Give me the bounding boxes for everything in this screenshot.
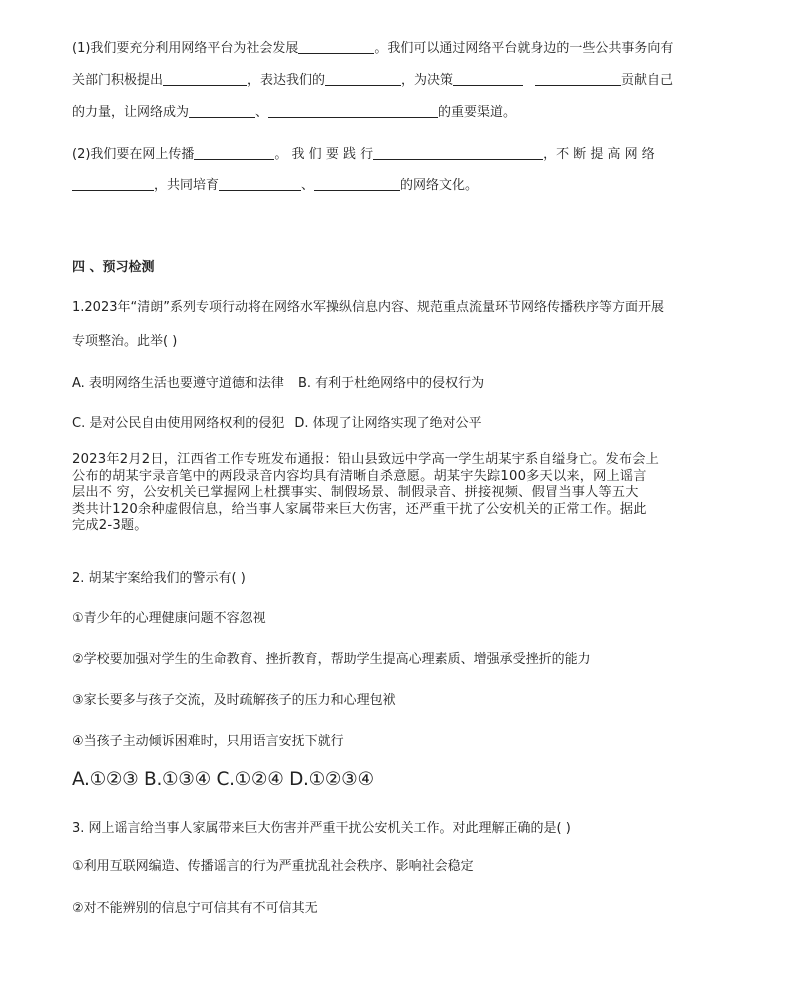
q3-stem: 3. 网上谣言给当事人家属带来巨大伤害并严重干扰公安机关工作。对此理解正确的是( ) (72, 821, 571, 836)
material-line: 类共计120余种虚假信息，给当事人家属带来巨大伤害，还严重干扰了公安机关的正常工作。据此 (72, 501, 647, 517)
answer-blank[interactable] (373, 145, 543, 160)
fill-q2-line1 (72, 143, 655, 162)
answer-blank[interactable] (453, 71, 523, 86)
fill-text: 的力量，让网络成为 (72, 105, 190, 120)
q1-options-row2 (72, 412, 482, 431)
fill-text: ，不 断 提 高 网 络 (543, 147, 655, 162)
section-title: 四 、预习检测 (72, 260, 155, 275)
q1-options-row1 (72, 372, 484, 391)
q2-answer-options[interactable]: A.①②③ B.①③④ C.①②④ D.①②③④ (72, 769, 374, 790)
fill-text: 、 (255, 105, 269, 120)
material-line: 公布的胡某宇录音笔中的两段录音内容均具有清晰自杀意愿。胡某宇失踪100多天以来，网上谣言 (72, 468, 647, 484)
material-paragraph (72, 452, 724, 535)
q3-item: ②对不能辨别的信息宁可信其有不可信其无 (72, 901, 318, 916)
answer-blank[interactable] (194, 145, 274, 160)
answer-blank[interactable] (163, 71, 247, 86)
fill-q1-line2 (72, 69, 673, 88)
answer-blank[interactable] (535, 71, 621, 86)
fill-q1-line1 (72, 37, 673, 56)
option-c[interactable]: C. 是对公民自由使用网络权利的侵犯 (72, 416, 285, 431)
answer-blank[interactable] (314, 176, 400, 191)
answer-blank[interactable] (298, 39, 374, 54)
q2-item: ④当孩子主动倾诉困难时，只用语言安抚下就行 (72, 734, 344, 749)
material-line: 完成2-3题。 (72, 518, 148, 534)
material-line: 层出不 穷，公安机关已掌握网上杜撰事实、制假场景、制假录音、拼接视频、假冒当事人等五大 (72, 485, 639, 501)
material-line: 2023年2月2日，江西省工作专班发布通报：铅山县致远中学高一学生胡某宇系自缢身亡。发布会上 (72, 452, 660, 467)
fill-text: 贡献自己 (621, 73, 674, 88)
answer-blank[interactable] (268, 103, 438, 118)
option-d[interactable]: D. 体现了让网络实现了绝对公平 (294, 416, 482, 431)
q2-item: ②学校要加强对学生的生命教育、挫折教育，帮助学生提高心理素质、增强承受挫折的能力 (72, 652, 591, 667)
q1-stem-line2: 专项整治。此举( ) (72, 334, 178, 349)
fill-text: 的网络文化。 (400, 178, 479, 193)
fill-text: (1)我们要充分利用网络平台为社会发展 (72, 41, 299, 56)
q3-item: ①利用互联网编造、传播谣言的行为严重扰乱社会秩序、影响社会稳定 (72, 859, 474, 874)
fill-text: 关部门积极提出 (72, 73, 164, 88)
q2-item: ③家长要多与孩子交流，及时疏解孩子的压力和心理包袱 (72, 693, 396, 708)
fill-text: (2)我们要在网上传播 (72, 147, 195, 162)
fill-text: 。我们可以通过网络平台就身边的一些公共事务向有 (374, 41, 674, 56)
fill-text: ，共同培育 (154, 178, 220, 193)
fill-text: 的重要渠道。 (438, 105, 517, 120)
q2-stem: 2. 胡某宇案给我们的警示有( ) (72, 571, 246, 586)
q1-stem-line1: 1.2023年“清朗”系列专项行动将在网络水军操纵信息内容、规范重点流量环节网络传播秩序等方面开展 (72, 300, 664, 315)
fill-text: 、 (301, 178, 315, 193)
fill-text: ，表达我们的 (247, 73, 326, 88)
answer-blank[interactable] (72, 176, 154, 191)
answer-blank[interactable] (219, 176, 301, 191)
fill-text: ，为决策 (401, 73, 454, 88)
option-b[interactable]: B. 有利于杜绝网络中的侵权行为 (297, 376, 485, 391)
fill-q1-line3 (72, 101, 516, 120)
option-a[interactable]: A. 表明网络生活也要遵守道德和法律 (72, 376, 284, 391)
fill-q2-line2 (72, 174, 478, 193)
answer-blank[interactable] (325, 71, 401, 86)
fill-text: 。 我 们 要 践 行 (274, 147, 374, 162)
q2-item: ①青少年的心理健康问题不容忽视 (72, 611, 266, 626)
answer-blank[interactable] (189, 103, 255, 118)
